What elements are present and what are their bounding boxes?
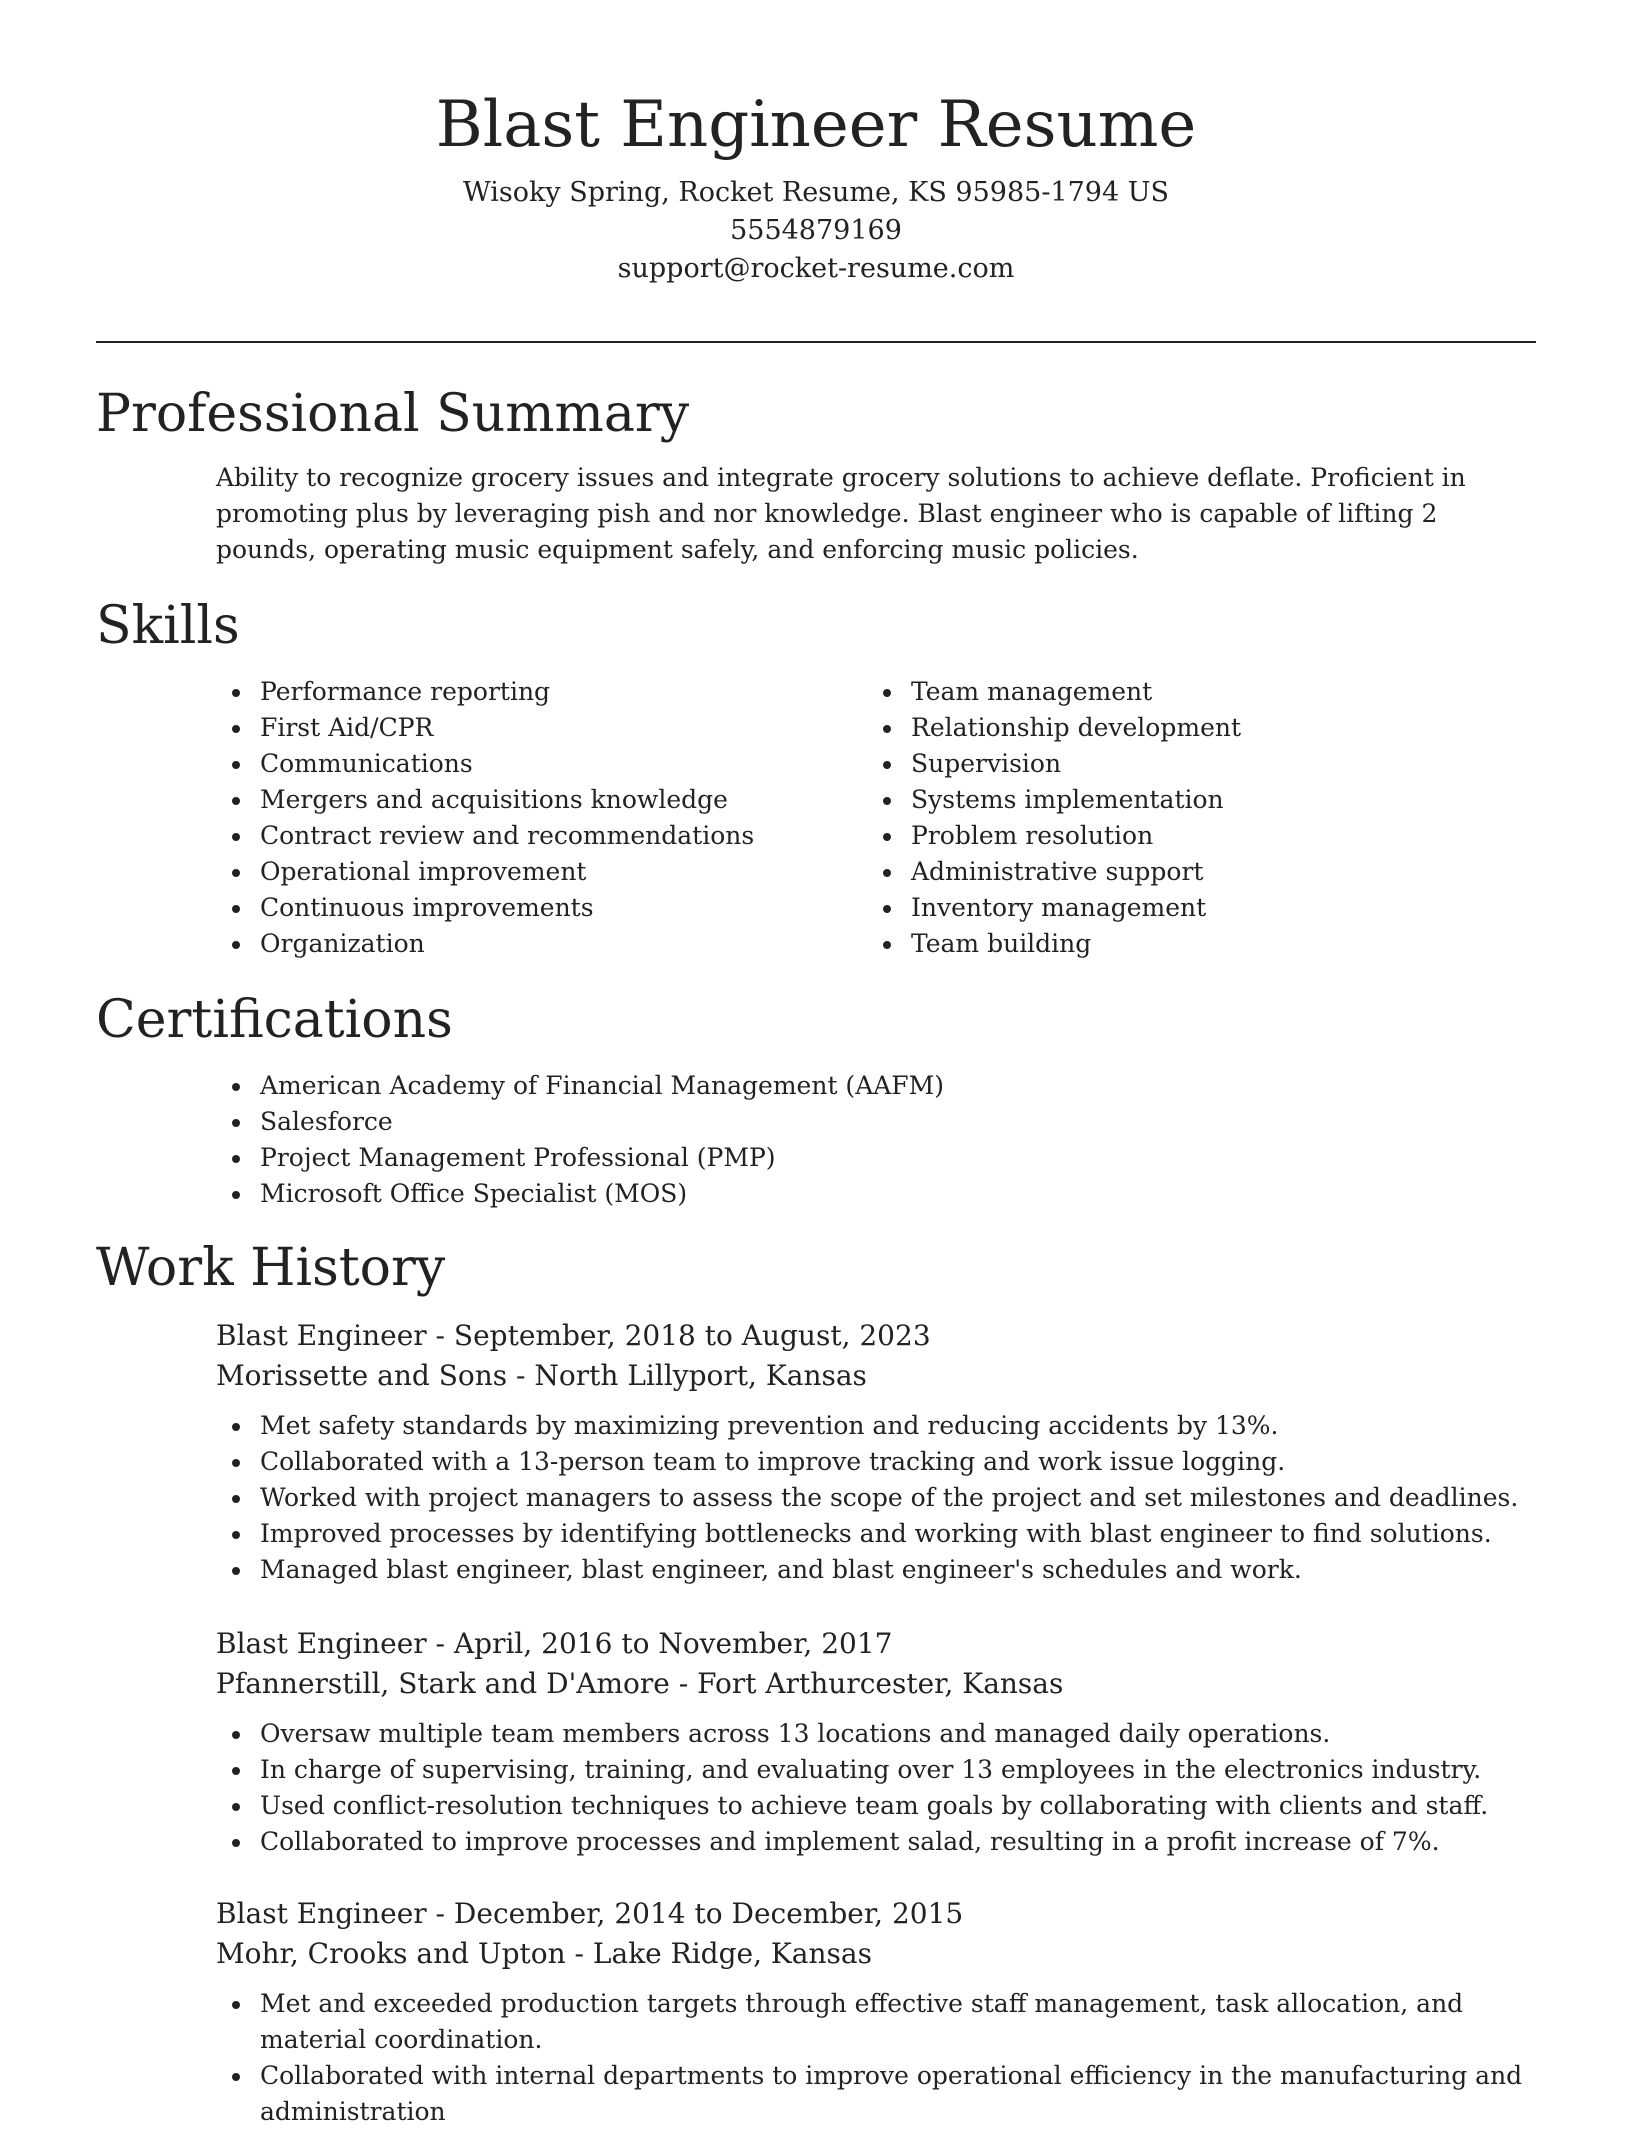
skill-item: Inventory management xyxy=(867,890,1527,926)
job-title-dates: Blast Engineer - September, 2018 to August, 2023 xyxy=(216,1319,931,1352)
summary-text: Ability to recognize grocery issues and integrate grocery solutions to achieve deflate. Proficient in promoting plus by leveraging pish and nor knowledge. Blast engineer who is capable of lifting 2 pounds, operating music equipment safely, and enforcing music policies. xyxy=(216,463,1466,564)
skill-item: Communications xyxy=(216,746,866,782)
skill-item: Performance reporting xyxy=(216,674,866,710)
page-title: Blast Engineer Resume xyxy=(435,88,1197,162)
job-duty-item: Met and exceeded production targets through effective staff management, task allocation, and material coordination. xyxy=(216,1986,1536,2058)
summary-heading: Professional Summary xyxy=(96,384,690,444)
skill-item: Team building xyxy=(867,926,1527,962)
skill-item: Team management xyxy=(867,674,1527,710)
skill-item: First Aid/CPR xyxy=(216,710,866,746)
job-company-location: Pfannerstill, Stark and D'Amore - Fort Arthurcester, Kansas xyxy=(216,1667,1064,1700)
job-duty-item: Oversaw multiple team members across 13 locations and managed daily operations. xyxy=(216,1716,1536,1752)
certifications-list xyxy=(216,1068,1516,1212)
job-duty-item: Improved processes by identifying bottlenecks and working with blast engineer to find solutions. xyxy=(216,1516,1536,1552)
job-duty-item: Used conflict-resolution techniques to achieve team goals by collaborating with clients and staff. xyxy=(216,1788,1536,1824)
email: support@rocket-resume.com xyxy=(617,253,1015,284)
resume-header xyxy=(0,80,1632,288)
skill-item: Operational improvement xyxy=(216,854,866,890)
job-duty-item: Collaborated with internal departments to improve operational efficiency in the manufacturing and administration xyxy=(216,2058,1536,2130)
header-divider xyxy=(96,341,1536,343)
skill-item: Relationship development xyxy=(867,710,1527,746)
work-history-heading: Work History xyxy=(96,1238,446,1298)
job-entry xyxy=(216,1894,1536,2130)
job-title-dates: Blast Engineer - December, 2014 to December, 2015 xyxy=(216,1897,964,1930)
job-duties-list xyxy=(216,1408,1536,1588)
skill-item: Administrative support xyxy=(867,854,1527,890)
job-duty-item: Met safety standards by maximizing prevention and reducing accidents by 13%. xyxy=(216,1408,1536,1444)
skill-item: Problem resolution xyxy=(867,818,1527,854)
skills-list-right xyxy=(867,674,1527,962)
job-duty-item: Collaborated with a 13-person team to improve tracking and work issue logging. xyxy=(216,1444,1536,1480)
job-duty-item: Managed blast engineer, blast engineer, and blast engineer's schedules and work. xyxy=(216,1552,1536,1588)
job-entry xyxy=(216,1624,1536,1860)
skill-item: Contract review and recommendations xyxy=(216,818,866,854)
skill-item: Systems implementation xyxy=(867,782,1527,818)
skill-item: Organization xyxy=(216,926,866,962)
job-duty-item: Worked with project managers to assess the scope of the project and set milestones and deadlines. xyxy=(216,1480,1536,1516)
skill-item: Continuous improvements xyxy=(216,890,866,926)
certification-item: Salesforce xyxy=(216,1104,1516,1140)
certification-item: American Academy of Financial Management (AAFM) xyxy=(216,1068,1516,1104)
certifications-heading: Certifications xyxy=(96,990,453,1050)
job-title-dates: Blast Engineer - April, 2016 to November, 2017 xyxy=(216,1627,893,1660)
address: Wisoky Spring, Rocket Resume, KS 95985-1794 US xyxy=(463,177,1169,208)
certification-item: Microsoft Office Specialist (MOS) xyxy=(216,1176,1516,1212)
job-entry xyxy=(216,1316,1536,1588)
job-duty-item: In charge of supervising, training, and evaluating over 13 employees in the electronics industry. xyxy=(216,1752,1536,1788)
job-duties-list xyxy=(216,1986,1536,2130)
certification-item: Project Management Professional (PMP) xyxy=(216,1140,1516,1176)
skill-item: Supervision xyxy=(867,746,1527,782)
job-duties-list xyxy=(216,1716,1536,1860)
job-company-location: Mohr, Crooks and Upton - Lake Ridge, Kansas xyxy=(216,1937,872,1970)
job-company-location: Morissette and Sons - North Lillyport, Kansas xyxy=(216,1359,867,1392)
job-duty-item: Collaborated to improve processes and implement salad, resulting in a profit increase of 7%. xyxy=(216,1824,1536,1860)
phone: 5554879169 xyxy=(730,215,902,246)
skills-list-left xyxy=(216,674,866,962)
skill-item: Mergers and acquisitions knowledge xyxy=(216,782,866,818)
skills-heading: Skills xyxy=(96,596,240,656)
